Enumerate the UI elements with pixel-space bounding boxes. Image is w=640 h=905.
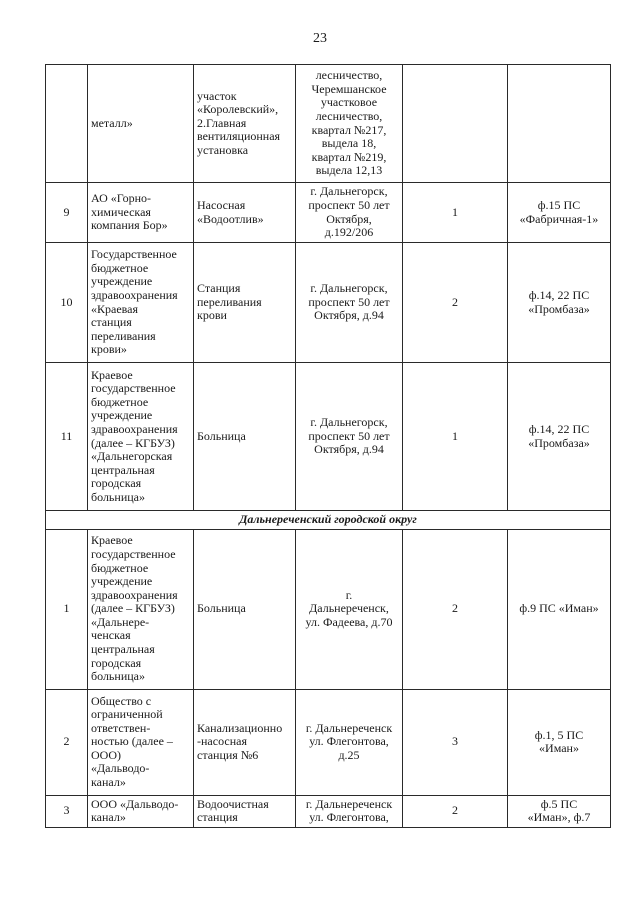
organization-cell: Краевое государственное бюджетное учреждение здравоохранения (далее – КГБУЗ) «Дальнере- ченская центральная городская больница» bbox=[88, 529, 194, 689]
page-number: 23 bbox=[313, 31, 327, 46]
object-cell: Станция переливания крови bbox=[194, 243, 296, 363]
organization-cell: Государственное бюджетное учреждение здравоохранения «Краевая станция переливания крови» bbox=[88, 243, 194, 363]
object-cell: участок «Королевский», 2.Главная вентиляционная установка bbox=[194, 65, 296, 183]
table-row bbox=[46, 795, 611, 827]
organization-cell: Общество с ограниченной ответствен- ностью (далее – ООО) «Дальводо- канал» bbox=[88, 689, 194, 795]
organization-cell: металл» bbox=[88, 65, 194, 183]
table-row bbox=[46, 243, 611, 363]
table-row bbox=[46, 529, 611, 689]
feeder-cell: ф.14, 22 ПС «Промбаза» bbox=[508, 243, 611, 363]
address-cell: лесничество, Черемшанское участковое лесничество, квартал №217, выдела 18, квартал №219, выдела 12,13 bbox=[296, 65, 403, 183]
object-cell: Канализационно -насосная станция №6 bbox=[194, 689, 296, 795]
address-cell: г. Дальнереченск ул. Флегонтова, д.25 bbox=[296, 689, 403, 795]
row-number: 10 bbox=[46, 243, 88, 363]
count-cell: 2 bbox=[403, 529, 508, 689]
table-row bbox=[46, 363, 611, 511]
district-title: Дальнереченский городской округ bbox=[46, 511, 611, 530]
count-cell: 1 bbox=[403, 183, 508, 243]
object-cell: Больница bbox=[194, 529, 296, 689]
address-cell: г. Дальнегорск, проспект 50 лет Октября, д.192/206 bbox=[296, 183, 403, 243]
feeder-cell: ф.1, 5 ПС «Иман» bbox=[508, 689, 611, 795]
address-cell: г. Дальнегорск, проспект 50 лет Октября, д.94 bbox=[296, 243, 403, 363]
row-number: 9 bbox=[46, 183, 88, 243]
organization-cell: Краевое государственное бюджетное учреждение здравоохранения (далее – КГБУЗ) «Дальнегорская центральная городская больница» bbox=[88, 363, 194, 511]
feeder-cell bbox=[508, 65, 611, 183]
row-number: 2 bbox=[46, 689, 88, 795]
feeder-cell: ф.9 ПС «Иман» bbox=[508, 529, 611, 689]
object-cell: Насосная «Водоотлив» bbox=[194, 183, 296, 243]
address-cell: г. Дальнегорск, проспект 50 лет Октября, д.94 bbox=[296, 363, 403, 511]
district-header-row bbox=[46, 511, 611, 530]
address-cell: г. Дальнереченск ул. Флегонтова, bbox=[296, 795, 403, 827]
organization-cell: АО «Горно- химическая компания Бор» bbox=[88, 183, 194, 243]
organization-cell: ООО «Дальводо- канал» bbox=[88, 795, 194, 827]
row-number: 3 bbox=[46, 795, 88, 827]
address-cell: г. Дальнереченск, ул. Фадеева, д.70 bbox=[296, 529, 403, 689]
row-number: 1 bbox=[46, 529, 88, 689]
row-number bbox=[46, 65, 88, 183]
object-cell: Водоочистная станция bbox=[194, 795, 296, 827]
table-row bbox=[46, 65, 611, 183]
feeder-cell: ф.5 ПС «Иман», ф.7 bbox=[508, 795, 611, 827]
facilities-table bbox=[45, 64, 611, 828]
table-row bbox=[46, 183, 611, 243]
count-cell bbox=[403, 65, 508, 183]
table-row bbox=[46, 689, 611, 795]
count-cell: 2 bbox=[403, 243, 508, 363]
feeder-cell: ф.14, 22 ПС «Промбаза» bbox=[508, 363, 611, 511]
count-cell: 3 bbox=[403, 689, 508, 795]
row-number: 11 bbox=[46, 363, 88, 511]
object-cell: Больница bbox=[194, 363, 296, 511]
count-cell: 2 bbox=[403, 795, 508, 827]
feeder-cell: ф.15 ПС «Фабричная-1» bbox=[508, 183, 611, 243]
count-cell: 1 bbox=[403, 363, 508, 511]
